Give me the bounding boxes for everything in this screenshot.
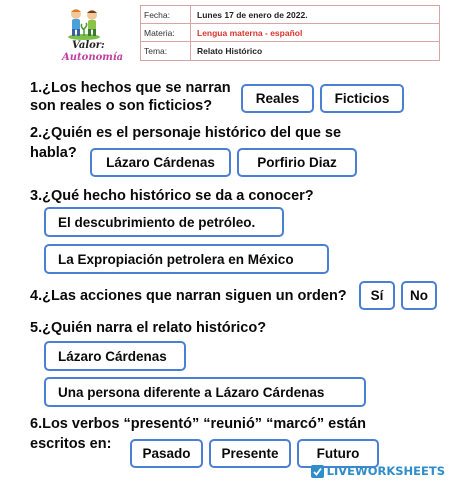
liveworksheets-logo-icon xyxy=(311,465,324,478)
info-value: Relato Histórico xyxy=(197,46,263,56)
option-porfirio-diaz-button[interactable]: Porfirio Diaz xyxy=(237,148,357,177)
info-value: Lengua materna - español xyxy=(197,28,303,38)
question-5: 5.¿Quién narra el relato histórico? xyxy=(30,320,267,336)
option-presente-button[interactable]: Presente xyxy=(209,439,291,468)
question-4: 4.¿Las acciones que narran siguen un orden? xyxy=(30,288,347,304)
liveworksheets-brand xyxy=(311,464,445,478)
question-2-line1: 2.¿Quién es el personaje histórico del que se xyxy=(30,125,342,141)
question-6-line1: 6.Los verbos “presentó” “reunió” “marcó” están xyxy=(30,416,367,432)
option-no-button[interactable]: No xyxy=(401,281,437,310)
option-pasado-button[interactable]: Pasado xyxy=(130,439,203,468)
question-2-line2: habla? xyxy=(30,145,77,161)
option-si-button[interactable]: Sí xyxy=(359,281,395,310)
value-logo xyxy=(50,6,150,66)
option-otra-persona-button[interactable]: Una persona diferente a Lázaro Cárdenas xyxy=(44,377,366,407)
option-lazaro-cardenas-narrator-button[interactable]: Lázaro Cárdenas xyxy=(44,341,186,371)
option-descubrimiento-petroleo-button[interactable]: El descubrimiento de petróleo. xyxy=(44,207,284,237)
info-row-topic xyxy=(141,42,439,60)
option-expropiacion-petrolera-button[interactable]: La Expropiación petrolera en México xyxy=(44,244,329,274)
info-row-date xyxy=(141,6,439,24)
children-gardening-icon xyxy=(64,6,104,40)
option-reales-button[interactable]: Reales xyxy=(241,84,314,113)
question-1-line2: son reales o son ficticios? xyxy=(30,98,213,114)
question-1-line1: 1.¿Los hechos que se narran xyxy=(30,80,231,96)
info-row-subject xyxy=(141,24,439,42)
option-lazaro-cardenas-button[interactable]: Lázaro Cárdenas xyxy=(90,148,231,177)
info-label: Fecha: xyxy=(141,6,191,24)
info-label: Tema: xyxy=(141,42,191,60)
info-table xyxy=(140,5,440,61)
logo-value-name: Autonomía xyxy=(62,52,124,63)
option-ficticios-button[interactable]: Ficticios xyxy=(320,84,404,113)
logo-value-label: Valor: xyxy=(72,40,105,51)
info-label: Materia: xyxy=(141,24,191,42)
brand-text: LIVEWORKSHEETS xyxy=(326,464,445,478)
question-3: 3.¿Qué hecho histórico se da a conocer? xyxy=(30,188,314,204)
option-futuro-button[interactable]: Futuro xyxy=(297,439,379,468)
question-6-line2: escritos en: xyxy=(30,436,112,452)
info-value: Lunes 17 de enero de 2022. xyxy=(197,10,308,20)
